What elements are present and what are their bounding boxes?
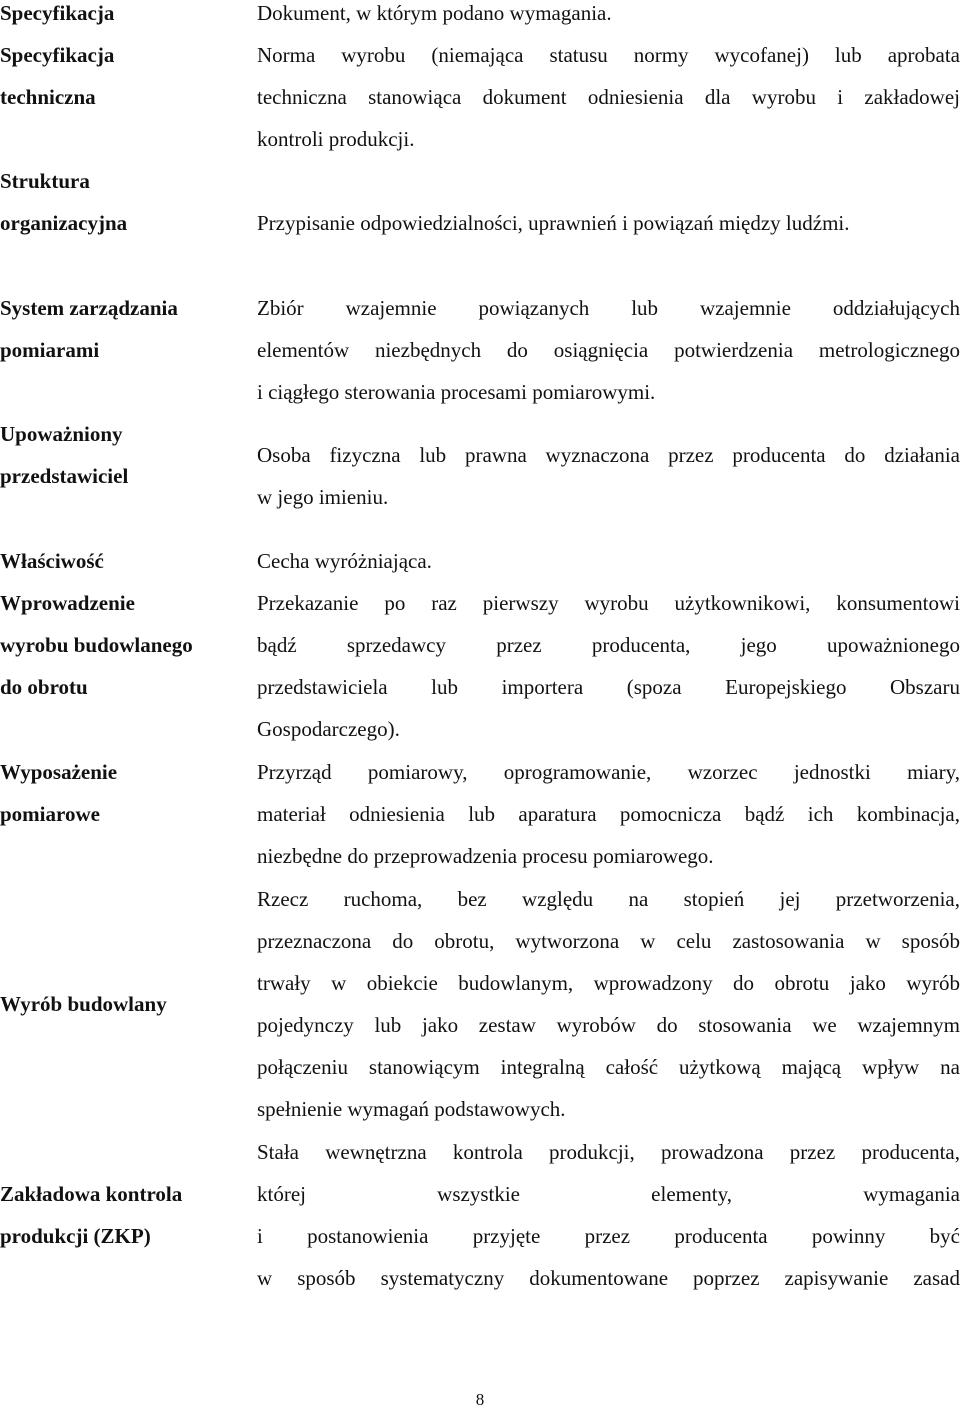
definition-line: i postanowienia przyjęte przez producenta powinny być (257, 1224, 960, 1248)
term-wyposazenie-pomiarowe (0, 751, 245, 835)
term-line: pomiarami (0, 338, 100, 362)
term-line: organizacyjna (0, 211, 128, 235)
definition-line: Osoba fizyczna lub prawna wyznaczona przez producenta do działania (257, 443, 960, 467)
term-line: Wyposażenie (0, 760, 118, 784)
term-upowazniony-przedstawiciel (0, 413, 245, 497)
term-line: Zakładowa kontrola (0, 1182, 183, 1206)
definition-line: Cecha wyróżniająca. (257, 549, 432, 573)
term-zakladowa-kontrola-produkcji (0, 1173, 245, 1257)
page-number: 8 (475, 1390, 485, 1409)
definition-specyfikacja-techniczna (257, 34, 960, 160)
definition-line: elementów niezbędnych do osiągnięcia potwierdzenia metrologicznego (257, 338, 960, 362)
definition-wyrob-budowlany (257, 878, 960, 1130)
definition-line: materiał odniesienia lub aparatura pomocnicza bądź ich kombinacja, (257, 802, 960, 826)
definition-line: Gospodarczego). (257, 717, 400, 741)
definition-line: Przekazanie po raz pierwszy wyrobu użytkownikowi, konsumentowi (257, 591, 960, 615)
definition-upowazniony-przedstawiciel (257, 434, 960, 518)
definition-line: Rzecz ruchoma, bez względu na stopień jej przetworzenia, (257, 887, 960, 911)
definition-line: bądź sprzedawcy przez producenta, jego upoważnionego (257, 633, 960, 657)
term-line: Upoważniony (0, 422, 123, 446)
term-specyfikacja (0, 0, 245, 34)
term-wyrob-budowlany (0, 983, 245, 1025)
definition-line: i ciągłego sterowania procesami pomiarowymi. (257, 380, 656, 404)
definition-line: której wszystkie elementy, wymagania (257, 1182, 960, 1206)
term-system-zarzadzania-pomiarami (0, 287, 245, 371)
term-line: pomiarowe (0, 802, 100, 826)
definition-zakladowa-kontrola-produkcji (257, 1131, 960, 1299)
definition-line: Zbiór wzajemnie powiązanych lub wzajemnie oddziałujących (257, 296, 960, 320)
term-line: Specyfikacja (0, 1, 115, 25)
term-line: System zarządzania (0, 296, 178, 320)
definition-system-zarzadzania-pomiarami (257, 287, 960, 413)
term-line: Specyfikacja (0, 43, 115, 67)
definition-wprowadzenie-wyrobu (257, 582, 960, 750)
definition-line: trwały w obiekcie budowlanym, wprowadzony do obrotu jako wyrób (257, 971, 960, 995)
definition-specyfikacja (257, 0, 960, 34)
definition-line: połączeniu stanowiącym integralną całość użytkową mającą wpływ na (257, 1055, 960, 1079)
term-struktura-organizacyjna (0, 160, 245, 244)
term-line: Wprowadzenie (0, 591, 135, 615)
term-line: produkcji (ZKP) (0, 1224, 151, 1248)
definition-line: techniczna stanowiąca dokument odniesienia dla wyrobu i zakładowej (257, 85, 960, 109)
definition-line: niezbędne do przeprowadzenia procesu pomiarowego. (257, 844, 714, 868)
definition-wlasciwosc (257, 540, 960, 582)
term-specyfikacja-techniczna (0, 34, 245, 118)
definition-line: spełnienie wymagań podstawowych. (257, 1097, 566, 1121)
definition-line: pojedynczy lub jako zestaw wyrobów do stosowania we wzajemnym (257, 1013, 960, 1037)
term-wprowadzenie-wyrobu (0, 582, 245, 708)
definition-struktura-organizacyjna (257, 202, 960, 244)
definition-line: Dokument, w którym podano wymagania. (257, 1, 612, 25)
term-wlasciwosc (0, 540, 245, 582)
definition-line: Norma wyrobu (niemająca statusu normy wycofanej) lub aprobata (257, 43, 960, 67)
term-line: Struktura (0, 169, 90, 193)
definition-line: kontroli produkcji. (257, 127, 415, 151)
term-line: Wyrób budowlany (0, 992, 167, 1016)
term-line: do obrotu (0, 675, 88, 699)
term-line: techniczna (0, 85, 96, 109)
definition-line: Przyrząd pomiarowy, oprogramowanie, wzorzec jednostki miary, (257, 760, 960, 784)
term-line: przedstawiciel (0, 464, 129, 488)
definition-line: Przypisanie odpowiedzialności, uprawnień i powiązań między ludźmi. (257, 211, 850, 235)
definition-line: w sposób systematyczny dokumentowane poprzez zapisywanie zasad (257, 1266, 960, 1290)
definition-line: w jego imieniu. (257, 485, 389, 509)
definition-wyposazenie-pomiarowe (257, 751, 960, 877)
definition-line: przedstawiciela lub importera (spoza Europejskiego Obszaru (257, 675, 960, 699)
definition-line: przeznaczona do obrotu, wytworzona w celu zastosowania w sposób (257, 929, 960, 953)
term-line: Właściwość (0, 549, 104, 573)
term-line: wyrobu budowlanego (0, 633, 193, 657)
definition-line: Stała wewnętrzna kontrola produkcji, prowadzona przez producenta, (257, 1140, 960, 1164)
